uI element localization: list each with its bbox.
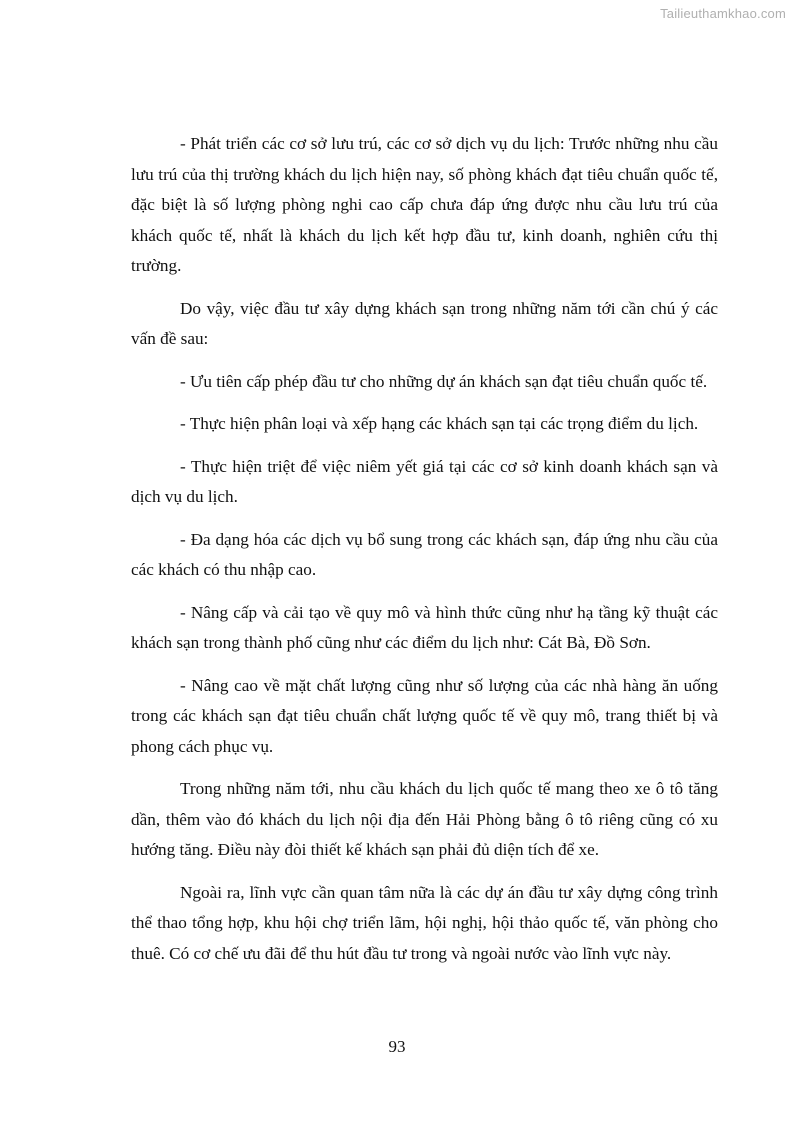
paragraph-therefore: Do vậy, việc đầu tư xây dựng khách sạn trong những năm tới cần chú ý các vấn đề sau: <box>131 298 718 348</box>
paragraph-other-projects: Ngoài ra, lĩnh vực cần quan tâm nữa là các dự án đầu tư xây dựng công trình thể thao tổng hợp, khu hội chợ triển lãm, hội nghị, hội thảo quốc tế, văn phòng cho thuê. Có cơ chế ưu đãi để thu hút đầu tư trong và ngoài nước vào lĩnh vực này. <box>131 882 718 963</box>
paragraph-price-listing: - Thực hiện triệt để việc niêm yết giá tại các cơ sở kinh doanh khách sạn và dịch vụ du lịch. <box>131 456 718 506</box>
paragraph-classification: - Thực hiện phân loại và xếp hạng các khách sạn tại các trọng điểm du lịch. <box>180 414 699 433</box>
paragraph-restaurant-quality: - Nâng cao về mặt chất lượng cũng như số lượng của các nhà hàng ăn uống trong các khách sạn đạt tiêu chuẩn chất lượng quốc tế về quy mô, trang thiết bị và phong cách phục vụ. <box>131 675 718 756</box>
page-number: 93 <box>388 1037 406 1056</box>
document-body <box>131 129 718 981</box>
paragraph-priority-licensing: - Ưu tiên cấp phép đầu tư cho những dự án khách sạn đạt tiêu chuẩn quốc tế. <box>180 371 708 391</box>
paragraph-upgrade-hotels: - Nâng cấp và cải tạo về quy mô và hình thức cũng như hạ tầng kỹ thuật các khách sạn trong thành phố cũng như các điểm du lịch như: Cát Bà, Đồ Sơn. <box>131 602 718 652</box>
paragraph-accommodation-development: - Phát triển các cơ sở lưu trú, các cơ sở dịch vụ du lịch: Trước những nhu cầu lưu trú của thị trường khách du lịch hiện nay, số phòng khách đạt tiêu chuẩn quốc tế, đặc biệt là số lượng phòng nghi cao cấp chưa đáp ứng được nhu cầu lưu trú của khách quốc tế, nhất là khách du lịch kết hợp đầu tư, kinh doanh, nghiên cứu thị trường. <box>131 134 718 275</box>
watermark: Tailieuthamkhao.com <box>660 6 786 21</box>
paragraph-service-diversification: - Đa dạng hóa các dịch vụ bổ sung trong các khách sạn, đáp ứng nhu cầu của các khách có thu nhập cao. <box>131 529 718 579</box>
paragraph-parking-demand: Trong những năm tới, nhu cầu khách du lịch quốc tế mang theo xe ô tô tăng dần, thêm vào đó khách du lịch nội địa đến Hải Phòng bằng ô tô riêng cũng có xu hướng tăng. Điều này đòi thiết kế khách sạn phải đủ diện tích để xe. <box>131 779 718 859</box>
